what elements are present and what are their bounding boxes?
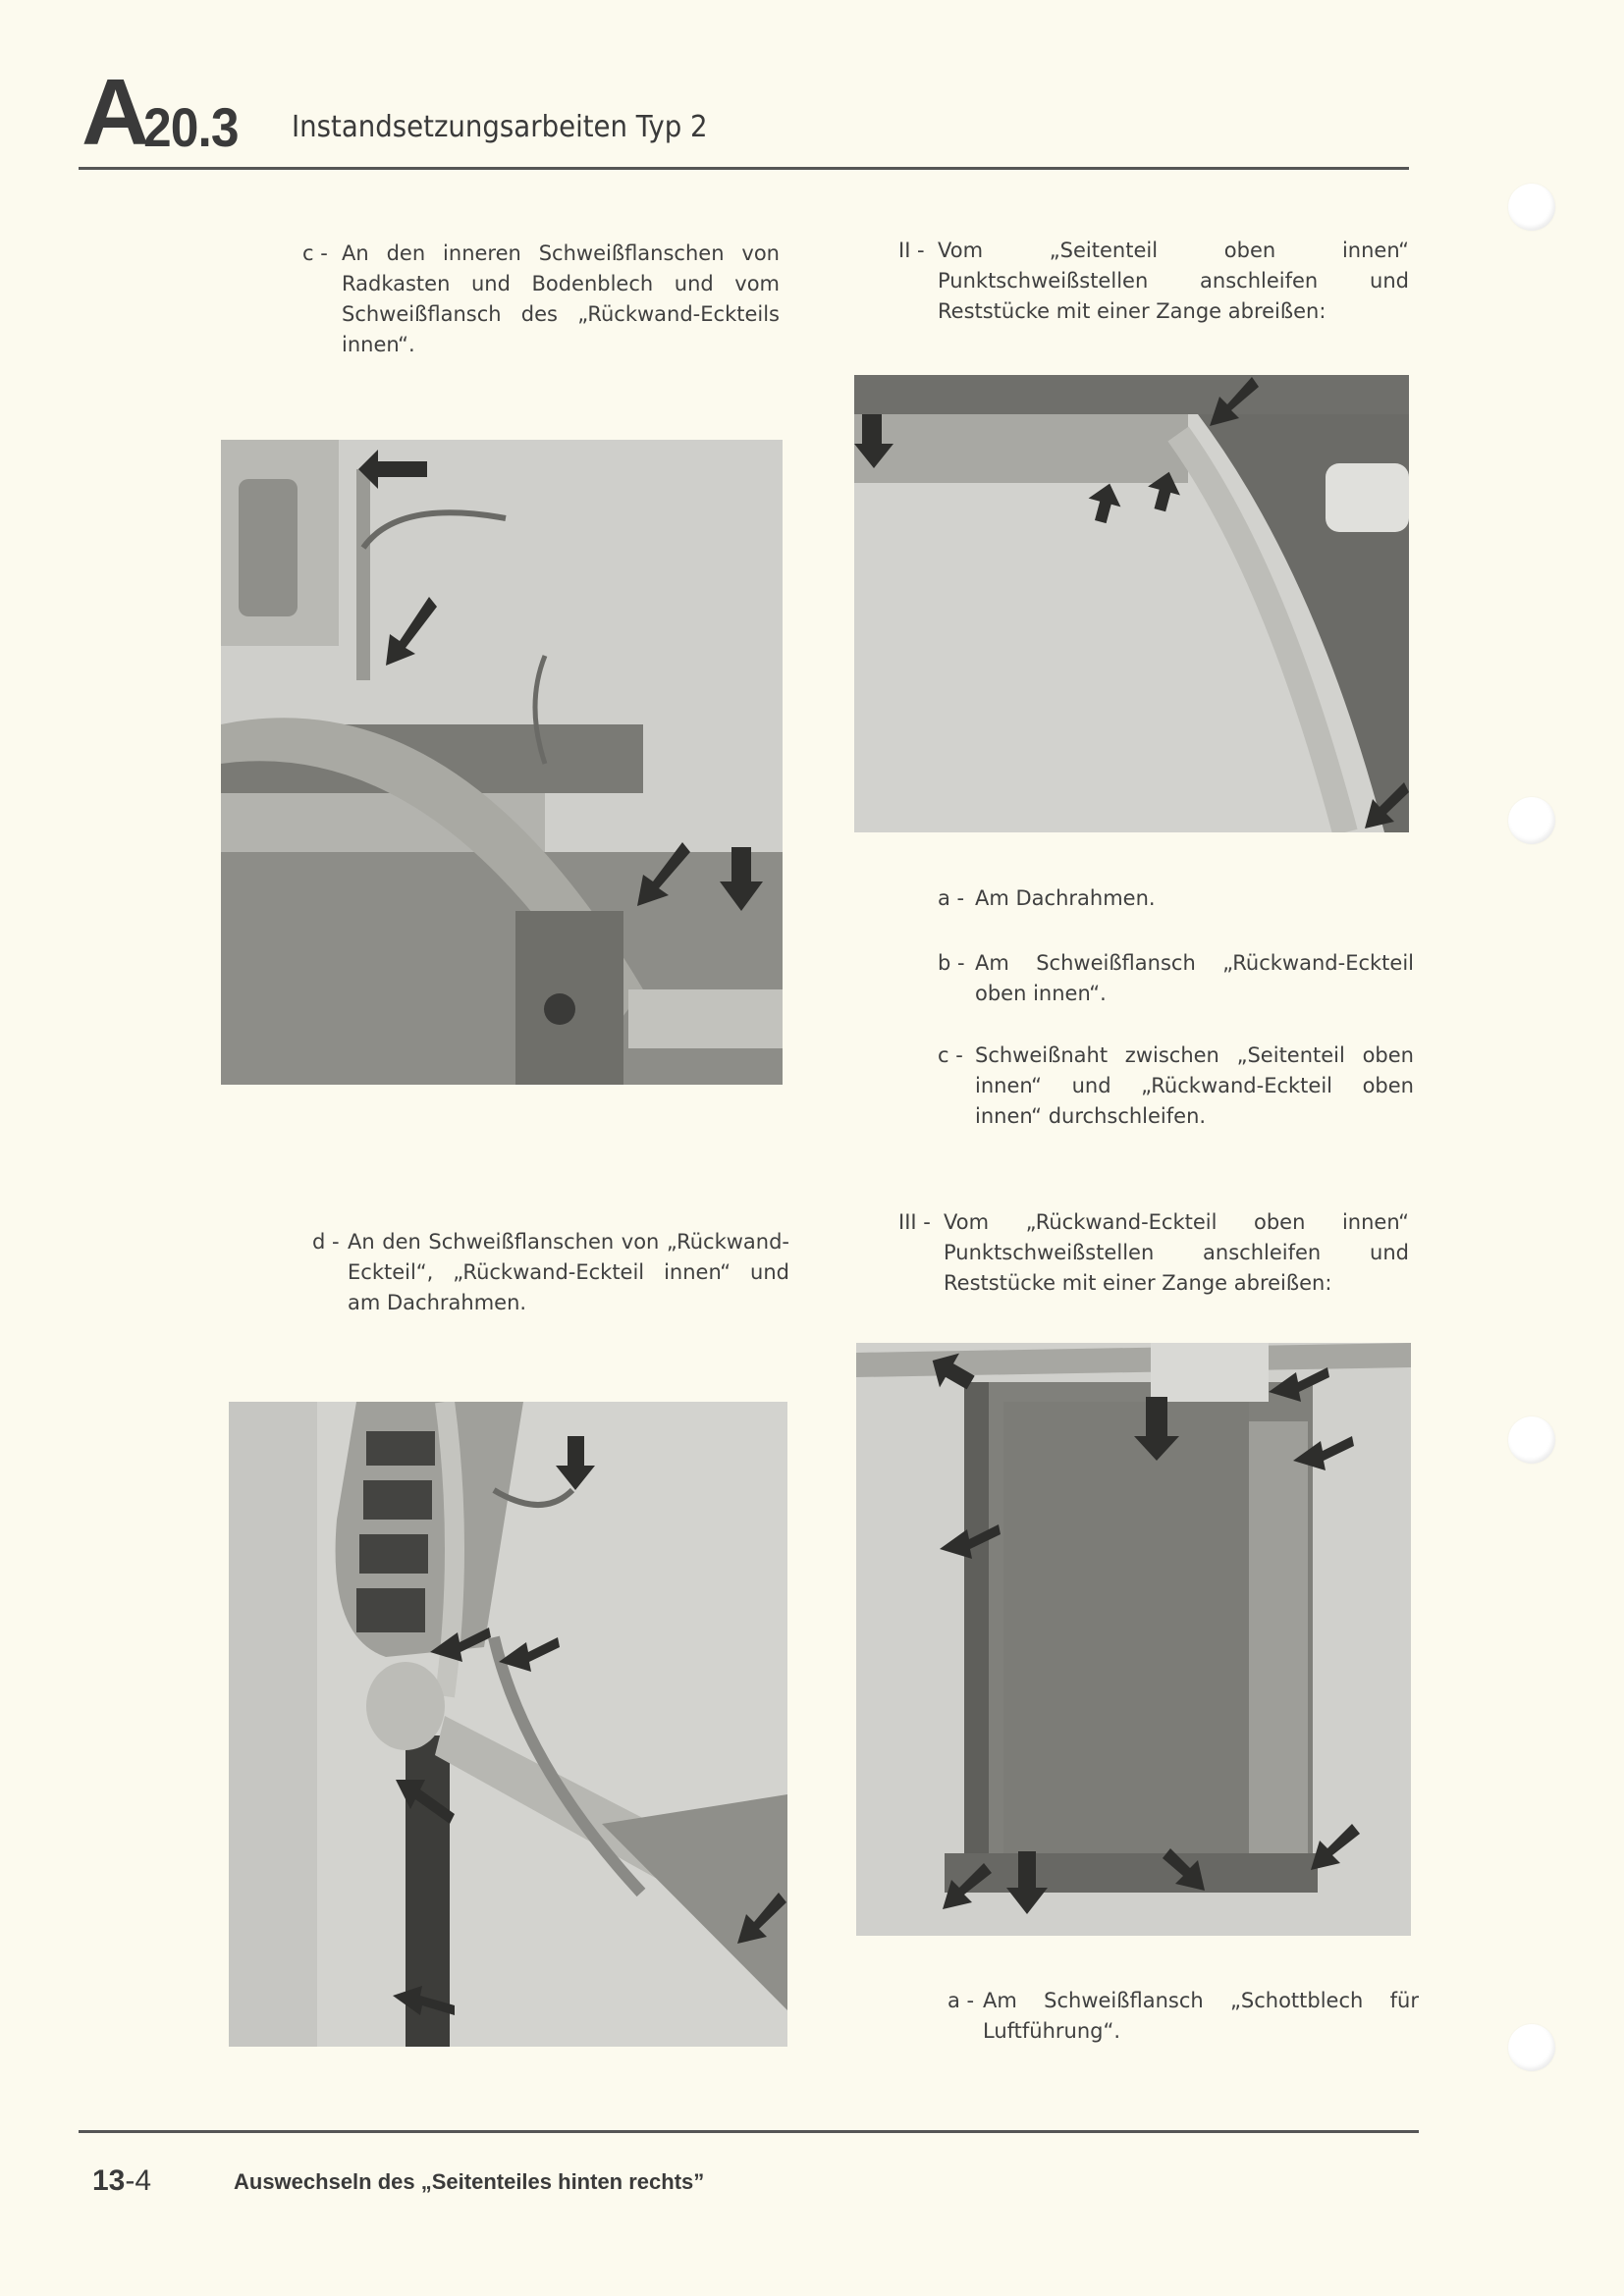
instruction-II-b bbox=[938, 948, 1414, 1009]
item-text: An den inneren Schweißflanschen von Radkasten und Bodenblech und vom Schweißflansch des „Rückwand-Eckteils innen“. bbox=[342, 241, 780, 356]
punch-hole-icon bbox=[1508, 2024, 1555, 2071]
instruction-c bbox=[302, 239, 780, 360]
header-section-number: 20.3 bbox=[143, 96, 239, 158]
item-label: II - bbox=[898, 239, 925, 262]
page-number bbox=[92, 2164, 151, 2198]
instruction-d bbox=[312, 1227, 789, 1318]
item-text: Vom „Seitenteil oben innen“ Punktschweißstellen anschleifen und Reststücke mit einer Zange abreißen: bbox=[938, 239, 1409, 323]
item-label: c - bbox=[302, 241, 328, 265]
page-number-minor: -4 bbox=[125, 2164, 152, 2197]
photo-rear-corner-flanges bbox=[229, 1402, 787, 2047]
item-label: a - bbox=[938, 886, 965, 910]
item-label: III - bbox=[898, 1210, 931, 1234]
instruction-II bbox=[898, 236, 1409, 327]
header-letter: A bbox=[81, 60, 148, 165]
item-label: b - bbox=[938, 951, 965, 975]
footer-rule bbox=[79, 2130, 1419, 2133]
instruction-III bbox=[898, 1207, 1409, 1299]
header-title: Instandsetzungsarbeiten Typ 2 bbox=[292, 110, 708, 144]
punch-hole-icon bbox=[1508, 797, 1555, 844]
header-rule bbox=[79, 167, 1409, 170]
instruction-II-a bbox=[938, 883, 1414, 914]
item-label: a - bbox=[947, 1989, 975, 2012]
item-label: c - bbox=[938, 1043, 963, 1067]
item-text: Am Schweißflansch „Schottblech für Luftführung“. bbox=[983, 1989, 1419, 2043]
item-text: Am Dachrahmen. bbox=[975, 886, 1156, 910]
instruction-II-c bbox=[938, 1041, 1414, 1132]
item-text: Schweißnaht zwischen „Seitenteil oben innen“ und „Rückwand-Eckteil oben innen“ durchschleifen. bbox=[975, 1043, 1414, 1128]
item-label: d - bbox=[312, 1230, 340, 1254]
footer-title: Auswechseln des „Seitenteiles hinten rechts” bbox=[234, 2169, 705, 2194]
item-text: Vom „Rückwand-Eckteil oben innen“ Punktschweißstellen anschleifen und Reststücke mit einer Zange abreißen: bbox=[944, 1210, 1409, 1295]
photo-roof-frame bbox=[854, 375, 1409, 832]
item-text: An den Schweißflanschen von „Rückwand-Eckteil“, „Rückwand-Eckteil innen“ und am Dachrahmen. bbox=[348, 1230, 789, 1314]
instruction-III-a bbox=[947, 1986, 1419, 2047]
punch-hole-icon bbox=[1508, 1416, 1555, 1464]
photo-air-duct-bulkhead bbox=[856, 1343, 1411, 1936]
page-number-major: 13 bbox=[92, 2164, 126, 2197]
photo-wheel-arch-flanges bbox=[221, 440, 783, 1085]
punch-hole-icon bbox=[1508, 184, 1555, 231]
item-text: Am Schweißflansch „Rückwand-Eckteil oben innen“. bbox=[975, 951, 1414, 1005]
